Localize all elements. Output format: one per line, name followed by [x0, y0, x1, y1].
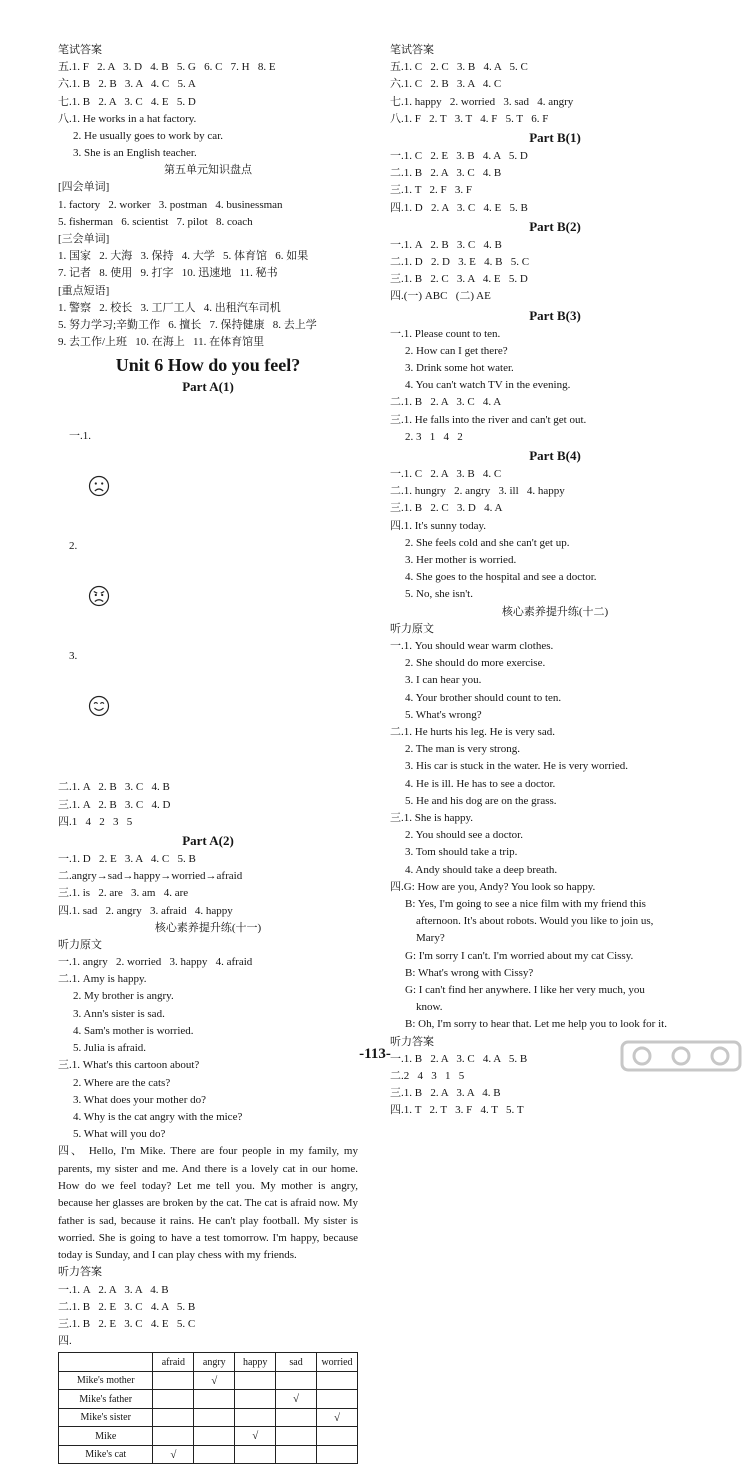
- answer-line: 八.1. He works in a hat factory.: [58, 112, 197, 125]
- row-label: Mike's cat: [59, 1445, 153, 1464]
- table-cell: [316, 1427, 357, 1446]
- listening-line: 2. Where are the cats?: [73, 1076, 171, 1089]
- answer-line: 三.1. B 2. C 3. D 4. A: [390, 502, 503, 515]
- answer-line: 二.angry→sad→happy→worried→afraid: [58, 870, 243, 883]
- answer-line: 四.1. It's sunny today.: [390, 519, 486, 532]
- dialogue-line: G: I'm sorry I can't. I'm worried about my cat Cissy.: [405, 949, 634, 962]
- answer-line: 一.1. A 2. B 3. C 4. B: [390, 238, 502, 251]
- vocab-line: 1. factory 2. worker 3. postman 4. businessman: [58, 198, 283, 211]
- answer-line: 3. Drink some hot water.: [405, 362, 514, 375]
- listening-answers-heading: 听力答案: [58, 1266, 102, 1279]
- row-label: Mike's father: [59, 1390, 153, 1409]
- part-a1-heading: Part A(1): [182, 379, 234, 395]
- table-header-cell: happy: [235, 1353, 276, 1372]
- dialogue-line: 四.G: How are you, Andy? You look so happy.: [390, 880, 596, 893]
- answer-line: 二.1. D 2. D 3. E 4. B 5. C: [390, 256, 530, 269]
- answer-line: 3. Her mother is worried.: [405, 554, 517, 567]
- table-cell: [194, 1445, 235, 1464]
- table-cell: [153, 1427, 194, 1446]
- listening-line: 5. Julia is afraid.: [73, 1042, 147, 1055]
- check-mark: √: [252, 1430, 259, 1443]
- phrase-line: 9. 去工作/上班 10. 在海上 11. 在体育馆里: [58, 336, 265, 349]
- listening-line: 2. My brother is angry.: [73, 990, 174, 1003]
- answer-prefix: 一.1.: [69, 430, 91, 443]
- check-mark: √: [170, 1448, 177, 1461]
- listening-line: 4. He is ill. He has to see a doctor.: [405, 777, 556, 790]
- answer-line: 二.1. hungry 2. angry 3. ill 4. happy: [390, 485, 565, 498]
- phrase-line: 1. 警察 2. 校长 3. 工厂工人 4. 出租汽车司机: [58, 301, 281, 314]
- table-cell: [276, 1390, 317, 1409]
- answer-line: 三.1. T 2. F 3. F: [390, 184, 473, 197]
- table-cell: [235, 1408, 276, 1427]
- dialogue-line: Mary?: [416, 932, 445, 945]
- answer-line: 3. She is an English teacher.: [73, 147, 197, 160]
- listening-line: 4. Sam's mother is worried.: [73, 1024, 194, 1037]
- dialogue-line: afternoon. It's about robots. Would you like to join us,: [416, 915, 654, 928]
- row-label: Mike's mother: [59, 1371, 153, 1390]
- written-answers-heading: 笔试答案: [390, 44, 434, 56]
- table-cell: [153, 1390, 194, 1409]
- answer-line: 七.1. B 2. A 3. C 4. E 5. D: [58, 95, 196, 108]
- answer-line: 二.2 4 3 1 5: [390, 1069, 465, 1082]
- listening-line: 3. I can hear you.: [405, 674, 482, 687]
- table-row: [59, 1445, 358, 1464]
- listening-line: 4. Why is the cat angry with the mice?: [73, 1110, 243, 1123]
- phrase-line: 5. 努力学习;辛勤工作 6. 擅长 7. 保持健康 8. 去上学: [58, 319, 317, 332]
- answer-line: 一.1. D 2. E 3. A 4. C 5. B: [58, 853, 196, 866]
- core-practice-12-title: 核心素养提升练(十二): [501, 605, 609, 618]
- sad-face-icon: [71, 449, 110, 533]
- check-mark: √: [293, 1393, 300, 1406]
- table-cell: [316, 1445, 357, 1464]
- part-a2-heading: Part A(2): [182, 833, 234, 849]
- table-cell: [153, 1408, 194, 1427]
- listening-line: 一.1. You should wear warm clothes.: [390, 639, 554, 652]
- answer-line: 八.1. F 2. T 3. T 4. F 5. T 6. F: [390, 112, 549, 125]
- table-header-cell: [59, 1353, 153, 1372]
- row-label: Mike's sister: [59, 1408, 153, 1427]
- answer-line: 三.1. B 2. A 3. A 4. B: [390, 1087, 501, 1100]
- table-cell: [235, 1445, 276, 1464]
- watermark-logo: [618, 1038, 744, 1096]
- listening-line: 5. He and his dog are on the grass.: [405, 794, 557, 807]
- table-cell: [276, 1445, 317, 1464]
- answer-line: 二.1. B 2. A 3. C 4. A: [390, 396, 502, 409]
- listening-line: 2. She should do more exercise.: [405, 657, 546, 670]
- listening-text-heading: 听力原文: [58, 938, 102, 951]
- feelings-table: [58, 1352, 358, 1464]
- answer-line: 三.1. He falls into the river and can't get out.: [390, 413, 587, 426]
- table-cell: [153, 1371, 194, 1390]
- listening-line: 二.1. Amy is happy.: [58, 973, 147, 986]
- listening-line: 3. His car is stuck in the water. He is very worried.: [405, 760, 628, 773]
- answer-line: 一.1. C 2. A 3. B 4. C: [390, 468, 502, 481]
- dialogue-line: B: What's wrong with Cissy?: [405, 966, 534, 979]
- check-mark: √: [333, 1411, 341, 1424]
- answer-line: 4. You can't watch TV in the evening.: [405, 379, 571, 392]
- section-heading: [重点短语]: [58, 284, 110, 297]
- core-practice-11-title: 核心素养提升练(十一): [154, 921, 262, 934]
- table-cell: [194, 1371, 235, 1390]
- listening-line: 3. Tom should take a trip.: [405, 846, 518, 859]
- answer-line: 二.1. B 2. A 3. C 4. B: [390, 167, 502, 180]
- listening-line: 3. What does your mother do?: [73, 1093, 206, 1106]
- table-row: [59, 1408, 358, 1427]
- listening-answers-heading: 听力答案: [390, 1035, 434, 1048]
- answer-line: 五.1. F 2. A 3. D 4. B 5. G 6. C 7. H 8. E: [58, 61, 276, 74]
- table-cell: [316, 1390, 357, 1409]
- answer-line: 5. No, she isn't.: [405, 588, 473, 601]
- answer-line: 三.1. A 2. B 3. C 4. D: [58, 798, 171, 811]
- dialogue-line: B: Yes, I'm going to see a nice film with my friend this: [405, 897, 646, 910]
- answer-line: 四.1. D 2. A 3. C 4. E 5. B: [390, 201, 528, 214]
- table-row: [59, 1427, 358, 1446]
- vocab-line: 5. fisherman 6. scientist 7. pilot 8. coach: [58, 215, 253, 228]
- table-header-cell: angry: [194, 1353, 235, 1372]
- listening-line: 三.1. She is happy.: [390, 811, 474, 824]
- listening-line: 二.1. He hurts his leg. He is very sad.: [390, 725, 555, 738]
- listening-line: 一.1. angry 2. worried 3. happy 4. afraid: [58, 956, 253, 969]
- listening-line: 三.1. What's this cartoon about?: [58, 1059, 200, 1072]
- left-column: [58, 42, 358, 1464]
- part-b2-heading: Part B(2): [529, 218, 581, 234]
- dialogue-line: G: I can't find her anywhere. I like her very much, you: [405, 983, 645, 996]
- vocab-line: 7. 记者 8. 使用 9. 打字 10. 迅速地 11. 秘书: [58, 267, 278, 280]
- faces-line: [58, 397, 358, 779]
- unit5-summary-title: 第五单元知识盘点: [164, 164, 252, 177]
- answer-line: 4. She goes to the hospital and see a doctor.: [405, 571, 597, 584]
- listening-text-heading: 听力原文: [390, 622, 434, 635]
- table-cell: [276, 1427, 317, 1446]
- section-heading: [三会单词]: [58, 233, 110, 246]
- table-cell: [153, 1445, 194, 1464]
- listening-line: 2. You should see a doctor.: [405, 829, 523, 842]
- listening-line: 5. What will you do?: [73, 1128, 166, 1141]
- answer-line: 四.1. sad 2. angry 3. afraid 4. happy: [58, 904, 233, 917]
- table-cell: [235, 1427, 276, 1446]
- answer-line: 二.1. A 2. B 3. C 4. B: [58, 781, 170, 794]
- table-cell: [316, 1371, 357, 1390]
- answer-line: 一.1. C 2. E 3. B 4. A 5. D: [390, 150, 528, 163]
- answer-line: 2. She feels cold and she can't get up.: [405, 536, 570, 549]
- table-cell: [194, 1427, 235, 1446]
- answer-line: 四.1. T 2. T 3. F 4. T 5. T: [390, 1104, 524, 1117]
- answer-line: 六.1. C 2. B 3. A 4. C: [390, 78, 502, 91]
- happy-face-icon: [71, 669, 110, 753]
- answer-line: 七.1. happy 2. worried 3. sad 4. angry: [390, 95, 574, 108]
- table-row: [59, 1371, 358, 1390]
- listening-passage: 四、 Hello, I'm Mike. There are four people in my family, my parents, my sister and me. And there is a lovely cat in our home. How do we feel today? Let me tell you. My mother is angry, because her glasses are broken by the cat. The cat is afraid now. My father is sad, because it rains. He can't play football. My sister is worried. She is going to have a test tomorrow. I'm happy, because today is Sunday, and I can play chess with my friends.: [58, 1145, 358, 1262]
- answer-line: 2. How can I get there?: [405, 344, 508, 357]
- table-cell: [235, 1390, 276, 1409]
- section-heading: [四会单词]: [58, 181, 110, 194]
- listening-line: 2. The man is very strong.: [405, 743, 520, 756]
- part-b3-heading: Part B(3): [529, 307, 581, 323]
- right-column: [390, 42, 720, 1120]
- row-label: Mike: [59, 1427, 153, 1446]
- listening-line: 3. Ann's sister is sad.: [73, 1007, 165, 1020]
- answer-line: 三.1. B 2. E 3. C 4. E 5. C: [58, 1318, 196, 1330]
- answer-line: 四.1 4 2 3 5: [58, 815, 133, 828]
- table-cell: [194, 1390, 235, 1409]
- part-b4-heading: Part B(4): [529, 448, 581, 464]
- table-row: [59, 1390, 358, 1409]
- dialogue-line: know.: [416, 1001, 443, 1014]
- answer-line: 四.(一) ABC (二) AE: [390, 290, 491, 303]
- answer-line: 一.1. B 2. A 3. C 4. A 5. B: [390, 1052, 528, 1065]
- table-header-cell: afraid: [153, 1353, 194, 1372]
- part-b1-heading: Part B(1): [529, 130, 581, 146]
- answer-line: 六.1. B 2. B 3. A 4. C 5. A: [58, 78, 196, 91]
- table-cell: [316, 1408, 357, 1427]
- table-cell: [194, 1408, 235, 1427]
- vocab-line: 1. 国家 2. 大海 3. 保持 4. 大学 5. 体育馆 6. 如果: [58, 250, 309, 263]
- answer-line: 二.1. B 2. E 3. C 4. A 5. B: [58, 1300, 196, 1313]
- table-header-row: [59, 1353, 358, 1372]
- table-cell: [276, 1408, 317, 1427]
- answer-line: 三.1. is 2. are 3. am 4. are: [58, 887, 189, 900]
- answer-line: 2. 3 1 4 2: [405, 430, 463, 443]
- listening-line: 5. What's wrong?: [405, 708, 482, 721]
- table-cell: [276, 1371, 317, 1390]
- listening-line: 4. Your brother should count to ten.: [405, 691, 562, 704]
- table-header-cell: worried: [316, 1353, 357, 1372]
- page-number: -113-: [359, 1046, 391, 1062]
- table-cell: [235, 1371, 276, 1390]
- answer-line: 三.1. B 2. C 3. A 4. E 5. D: [390, 273, 528, 286]
- table-header-cell: sad: [276, 1353, 317, 1372]
- check-mark: √: [211, 1374, 218, 1387]
- angry-face-icon: [71, 559, 110, 643]
- answer-line: 四.: [58, 1335, 72, 1348]
- dialogue-line: B: Oh, I'm sorry to hear that. Let me help you to look for it.: [405, 1018, 667, 1031]
- listening-line: 4. Andy should take a deep breath.: [405, 863, 558, 876]
- unit-title: Unit 6 How do you feel?: [115, 355, 301, 376]
- answer-number: 2.: [69, 540, 78, 553]
- answer-number: 3.: [69, 650, 78, 663]
- answer-line: 一.1. Please count to ten.: [390, 327, 501, 340]
- answer-line: 2. He usually goes to work by car.: [73, 130, 223, 143]
- answer-line: 五.1. C 2. C 3. B 4. A 5. C: [390, 61, 528, 74]
- answer-line: 一.1. A 2. A 3. A 4. B: [58, 1283, 169, 1296]
- written-answers-heading: 笔试答案: [58, 44, 102, 56]
